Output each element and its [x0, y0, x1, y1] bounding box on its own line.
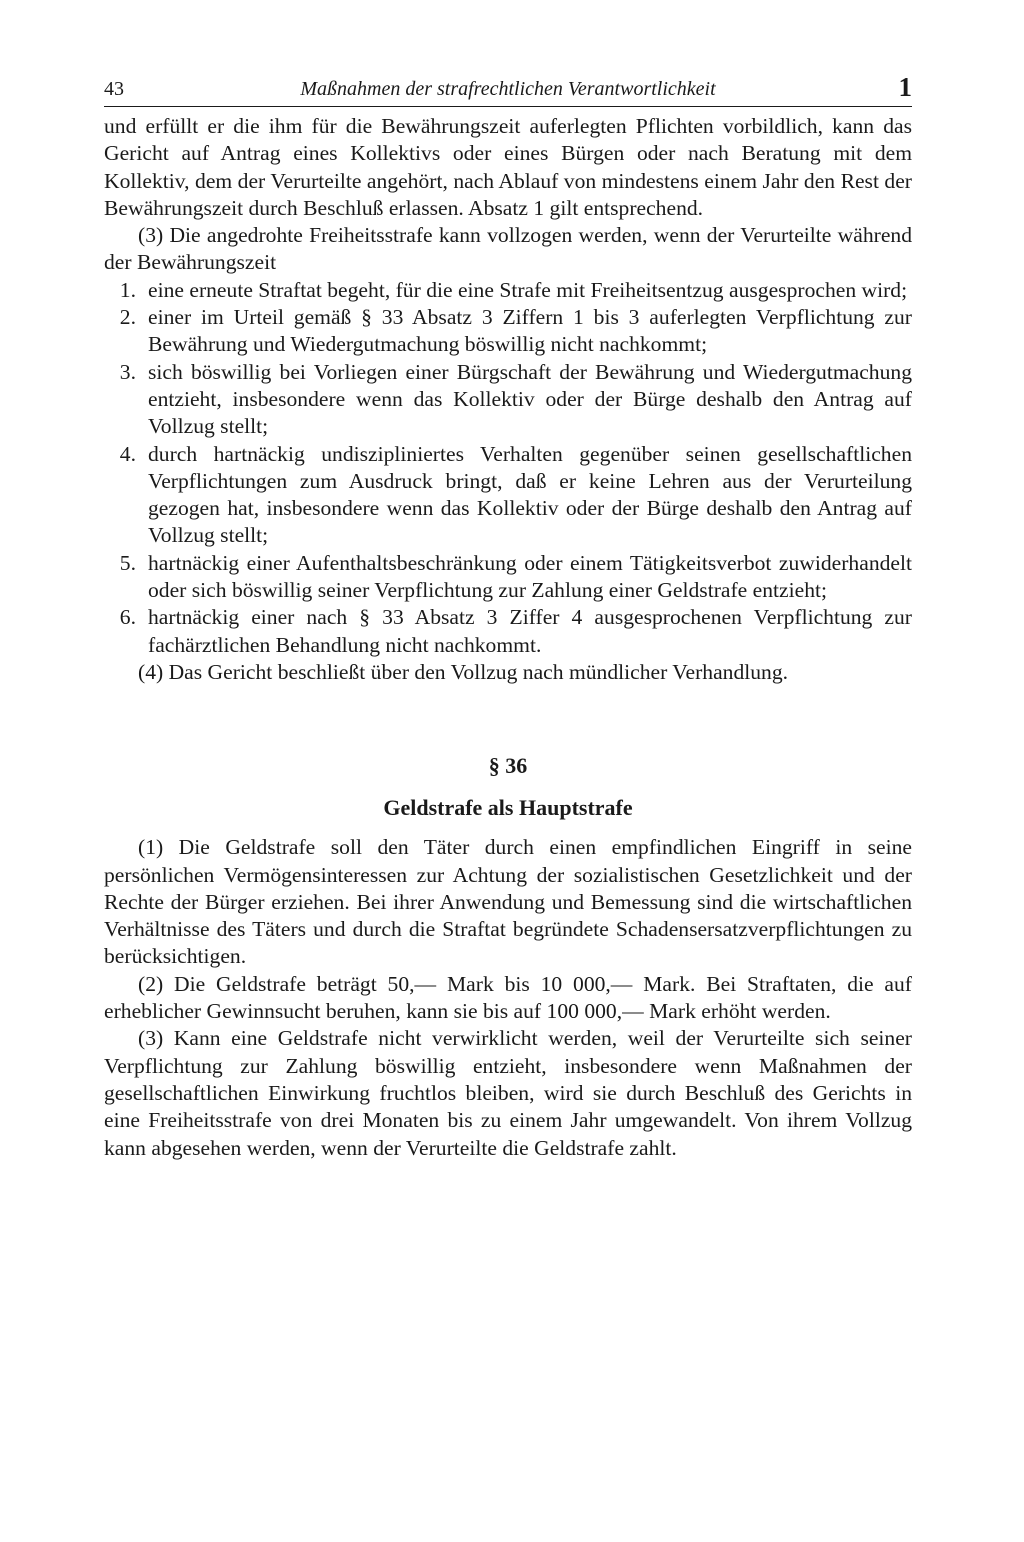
page-number: 43 — [104, 78, 124, 100]
page-body — [104, 113, 912, 1162]
list-number: 4. — [119, 441, 136, 466]
running-title: Maßnahmen der strafrechtlichen Verantwortlichkeit — [300, 78, 716, 100]
list-number: 5. — [119, 550, 136, 575]
list-text: durch hartnäckig undiszipliniertes Verhalten gegenüber seinen gesellschaftlichen Verpflichtungen zum Ausdruck bringt, daß er keine Lehren aus der Verurteilung gezogen hat, insbesondere wenn das Kollektiv oder der Bürge deshalb den Antrag auf Vollzug stellt; — [148, 441, 912, 548]
list-text: einer im Urteil gemäß § 33 Absatz 3 Ziffern 1 bis 3 auferlegten Verpflichtung zur Bewährung und Wiedergutmachung böswillig nicht nachkommt; — [148, 305, 912, 357]
chapter-number: 1 — [898, 72, 912, 102]
list-item — [104, 304, 912, 359]
list-text: hartnäckig einer Aufenthaltsbeschränkung oder einem Tätigkeitsverbot zuwiderhandelt oder sich böswillig seiner Verpflichtung zur Zahlung einer Geldstrafe entzieht; — [148, 550, 912, 603]
list-text: eine erneute Straftat begeht, für die eine Strafe mit Freiheitsentzug ausgesprochen wird; — [148, 277, 908, 302]
paragraph-3-intro: (3) Die angedrohte Freiheitsstrafe kann vollzogen werden, wenn der Verurteilte während der Bewährungszeit — [104, 223, 912, 275]
continued-paragraph: und erfüllt er die ihm für die Bewährungszeit auferlegten Pflichten vorbildlich, kann das Gericht auf Antrag eines Kollektivs oder eines Bürgen oder nach Beratung mit dem Kollektiv, dem der Verurteilte angehört, nach Ablauf von mindestens einem Jahr den Rest der Bewährungszeit durch Beschluß erlassen. Absatz 1 gilt entsprechend. — [104, 114, 912, 220]
list-text: sich böswillig bei Vorliegen einer Bürgschaft der Bewährung und Wiedergutmachung entzieht, insbesondere wenn das Kollektiv oder der Bürge deshalb den Antrag auf Vollzug stellt; — [148, 359, 912, 439]
list-item — [104, 359, 912, 441]
condition-list — [104, 277, 912, 659]
section-36-paragraph-2: (2) Die Geldstrafe beträgt 50,— Mark bis 10 000,— Mark. Bei Straftaten, die auf erheblicher Gewinnsucht beruhen, kann sie bis auf 100 000,— Mark erhöht werden. — [104, 971, 912, 1024]
list-item — [104, 441, 912, 550]
list-number: 3. — [119, 359, 136, 384]
document-page — [104, 72, 912, 1162]
list-item — [104, 550, 912, 605]
list-item — [104, 277, 912, 304]
section-number: § 36 — [488, 753, 528, 779]
section-36-paragraph-3: (3) Kann eine Geldstrafe nicht verwirklicht werden, weil der Verurteilte sich seiner Verpflichtung zur Zahlung böswillig entzieht, insbesondere wenn Maßnahmen der gesellschaftlichen Einwirkung fruchtlos bleiben, wird sie durch Beschluß des Gerichts in eine Freiheitsstrafe von drei Monaten bis zu einem Jahr umgewandelt. Von ihrem Vollzug kann abgesehen werden, wenn der Verurteilte die Geldstrafe zahlt. — [104, 1026, 912, 1160]
list-number: 2. — [119, 305, 136, 330]
list-item — [104, 604, 912, 659]
list-number: 6. — [119, 605, 136, 630]
section-title: Geldstrafe als Hauptstrafe — [383, 795, 633, 821]
list-number: 1. — [119, 277, 136, 302]
paragraph-4: (4) Das Gericht beschließt über den Vollzug nach mündlicher Verhandlung. — [138, 659, 789, 684]
list-text: hartnäckig einer nach § 33 Absatz 3 Ziffer 4 ausgesprochenen Verpflichtung zur fachärztlichen Behandlung nicht nachkommt. — [148, 605, 912, 657]
page-header — [104, 72, 912, 107]
section-36-paragraph-1: (1) Die Geldstrafe soll den Täter durch einen empfindlichen Eingriff in seine persönlichen Vermögensinteressen zur Achtung der sozialistischen Gesetzlichkeit und der Rechte der Bürger erziehen. Bei ihrer Anwendung und Bemessung sind die wirtschaftlichen Verhältnisse des Täters und durch die Straftat begründete Schadensersatzverpflichtungen zu berücksichtigen. — [104, 835, 912, 969]
